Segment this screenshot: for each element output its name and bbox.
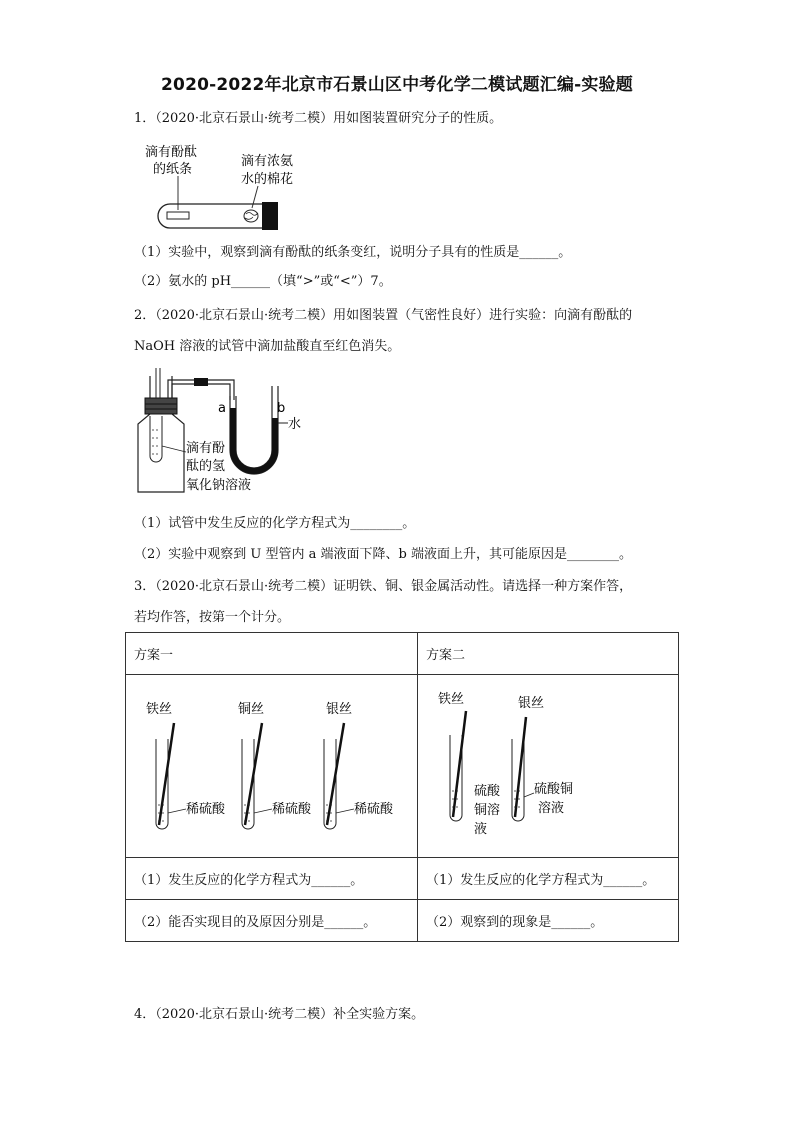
q1-paper-strip: [167, 212, 189, 219]
plan1-acid-label-1: 稀硫酸: [186, 802, 226, 817]
q1-label-paper-2: 的纸条: [153, 162, 193, 177]
plan2-sol2-label-2: 溶液: [538, 801, 565, 816]
q1-stem: 1．（2020·北京石景山·统考二模）用如图装置研究分子的性质。: [134, 111, 503, 126]
q1-label-paper-1: 滴有酚酞: [145, 145, 198, 160]
plan2-sol1-label-1: 硫酸: [474, 784, 501, 799]
q2-stopper: [145, 398, 177, 414]
q2-label-solution-3: 氧化钠溶液: [186, 478, 252, 493]
q2-figure: [128, 368, 318, 498]
q1-figure: [140, 140, 320, 230]
plan1-acid-label-2: 稀硫酸: [272, 802, 312, 817]
plan1-tube-1: [146, 701, 226, 829]
plan2-sol1-label-3: 液: [474, 822, 488, 837]
q2-label-a: a: [218, 401, 226, 416]
page-title: 2020-2022年北京市石景山区中考化学二模试题汇编-实验题: [161, 75, 633, 95]
q2-stem-2: NaOH 溶液的试管中滴加盐酸直至红色消失。: [134, 339, 401, 354]
plan2-tube-2: [512, 696, 573, 821]
q2-label-solution-2: 酞的氢: [186, 459, 226, 474]
q1-label-cotton-1: 滴有浓氨: [241, 154, 294, 169]
q3-stem-1: 3．（2020·北京石景山·统考二模）证明铁、铜、银金属活动性。请选择一种方案作答，: [134, 579, 633, 594]
plan2-figure-cell: [418, 675, 679, 858]
q2-flask: [138, 376, 184, 492]
q1-stopper: [262, 202, 278, 230]
plan1-header: 方案一: [126, 633, 418, 675]
plan2-header: 方案二: [418, 633, 679, 675]
q4-stem: 4．（2020·北京石景山·统考二模）补全实验方案。: [134, 1007, 425, 1022]
q2-sub1: （1）试管中发生反应的化学方程式为________。: [134, 516, 416, 531]
q1-sub2: （2）氨水的 pH______（填“>”或“<”）7。: [134, 274, 392, 289]
plan2-wire-label-2: 银丝: [518, 696, 545, 711]
q2-label-water: 水: [288, 417, 302, 432]
q1-sub1: （1）实验中，观察到滴有酚酞的纸条变红，说明分子具有的性质是______。: [134, 245, 572, 260]
plan1-acid-label-3: 稀硫酸: [354, 802, 394, 817]
plan2-wire-label-1: 铁丝: [438, 692, 465, 707]
plan1-figure: [126, 675, 416, 853]
plan1-sub1: （1）发生反应的化学方程式为______。: [126, 858, 418, 900]
plan2-sol2-label-1: 硫酸铜: [534, 782, 574, 797]
q2-label-solution-1: 滴有酚: [186, 441, 226, 456]
q1-label-cotton-2: 水的棉花: [241, 172, 294, 187]
q3-stem-2: 若均作答，按第一个计分。: [134, 610, 291, 625]
q3-table: [125, 632, 679, 942]
q1-cotton: [244, 210, 258, 222]
plan1-tube-3: [324, 702, 394, 829]
plan2-sub1: （1）发生反应的化学方程式为______。: [418, 858, 679, 900]
plan1-wire-label-2: 铜丝: [238, 702, 265, 717]
plan1-tube-2: [238, 701, 312, 829]
q2-label-b: b: [277, 401, 286, 416]
q2-stem-1: 2．（2020·北京石景山·统考二模）用如图装置（气密性良好）进行实验：向滴有酚酞的: [134, 308, 633, 323]
q2-sub2: （2）实验中观察到 U 型管内 a 端液面下降、b 端液面上升，其可能原因是________。: [134, 547, 632, 562]
plan2-tube-1: [438, 691, 501, 837]
plan1-figure-cell: [126, 675, 418, 858]
plan1-wire-label-1: 铁丝: [146, 702, 173, 717]
plan1-sub2: （2）能否实现目的及原因分别是______。: [126, 900, 418, 942]
plan2-sol1-label-2: 铜溶: [474, 803, 501, 818]
plan1-wire-label-3: 银丝: [326, 702, 353, 717]
plan2-figure: [418, 675, 678, 853]
q2-inner-tube: [150, 416, 162, 462]
plan2-sub2: （2）观察到的现象是______。: [418, 900, 679, 942]
